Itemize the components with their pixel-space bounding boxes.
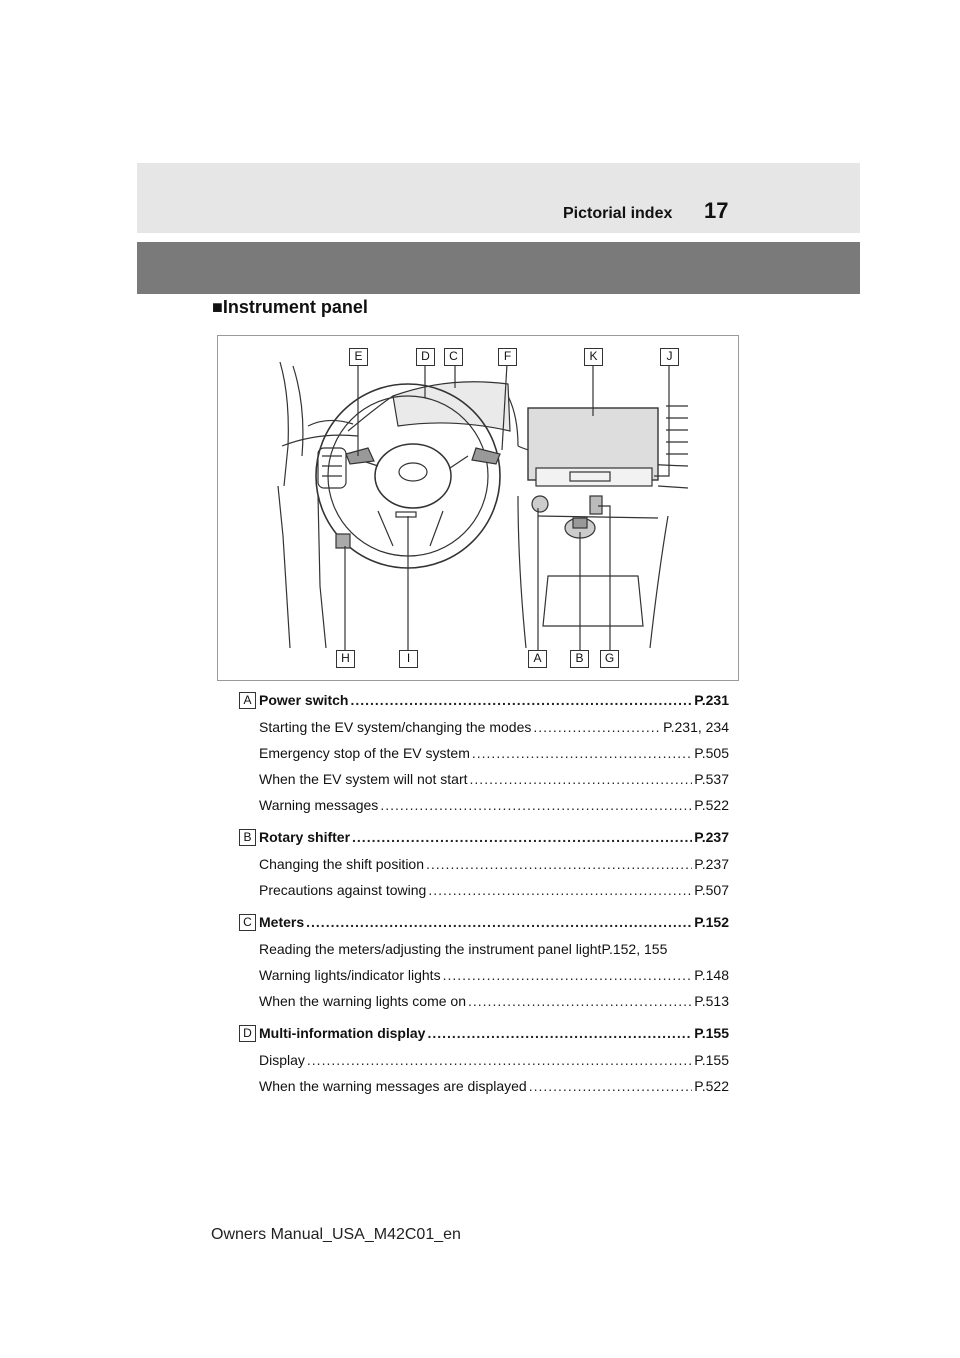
diagram-label-b: B — [570, 650, 589, 668]
entry-sub-line[interactable]: When the warning messages are displayed ..... P.522 — [259, 1078, 729, 1098]
entry-sub-line[interactable]: Emergency stop of the EV system ..... P.505 — [259, 745, 729, 765]
entry-badge: A — [239, 692, 256, 709]
diagram-label-h: H — [336, 650, 355, 668]
diagram-label-j: J — [660, 348, 679, 366]
entry-badge: D — [239, 1025, 256, 1042]
entry-main-line[interactable]: Meters ..... P.152 — [259, 914, 729, 934]
instrument-panel-diagram — [217, 335, 739, 681]
entry-badge: B — [239, 829, 256, 846]
entry-badge: C — [239, 914, 256, 931]
header-title: Pictorial index — [563, 205, 673, 222]
entry-main-line[interactable]: Rotary shifter ..... P.237 — [259, 829, 729, 849]
entry-sub-line[interactable]: Changing the shift position ..... P.237 — [259, 856, 729, 876]
entry-sub-line[interactable]: Warning lights/indicator lights ..... P.148 — [259, 967, 729, 987]
entry-main-line[interactable]: Power switch ..... P.231 — [259, 692, 729, 712]
header-band — [137, 163, 860, 233]
entry-sub-line[interactable]: When the warning lights come on ..... P.513 — [259, 993, 729, 1013]
entry-sub-line[interactable]: When the EV system will not start ..... P.537 — [259, 771, 729, 791]
diagram-label-i: I — [399, 650, 418, 668]
entry-sub-line[interactable]: Starting the EV system/changing the modes ..... P.231, 234 — [259, 719, 729, 739]
page-number: 17 — [704, 198, 729, 223]
diagram-label-d: D — [416, 348, 435, 366]
chapter-bar — [137, 242, 860, 294]
diagram-label-k: K — [584, 348, 603, 366]
entry-sub-line[interactable]: Reading the meters/adjusting the instrument panel light P.152, 155 — [259, 941, 668, 957]
diagram-label-a: A — [528, 650, 547, 668]
diagram-label-c: C — [444, 348, 463, 366]
entry-sub-line[interactable]: Precautions against towing ..... P.507 — [259, 882, 729, 902]
footer-text: Owners Manual_USA_M42C01_en — [211, 1226, 461, 1243]
section-title: ■Instrument panel — [212, 297, 368, 317]
entry-sub-line[interactable]: Warning messages ..... P.522 — [259, 797, 729, 817]
entry-main-line[interactable]: Multi-information display ..... P.155 — [259, 1025, 729, 1045]
diagram-label-f: F — [498, 348, 517, 366]
entry-sub-line[interactable]: Display ..... P.155 — [259, 1052, 729, 1072]
diagram-label-g: G — [600, 650, 619, 668]
diagram-label-e: E — [349, 348, 368, 366]
